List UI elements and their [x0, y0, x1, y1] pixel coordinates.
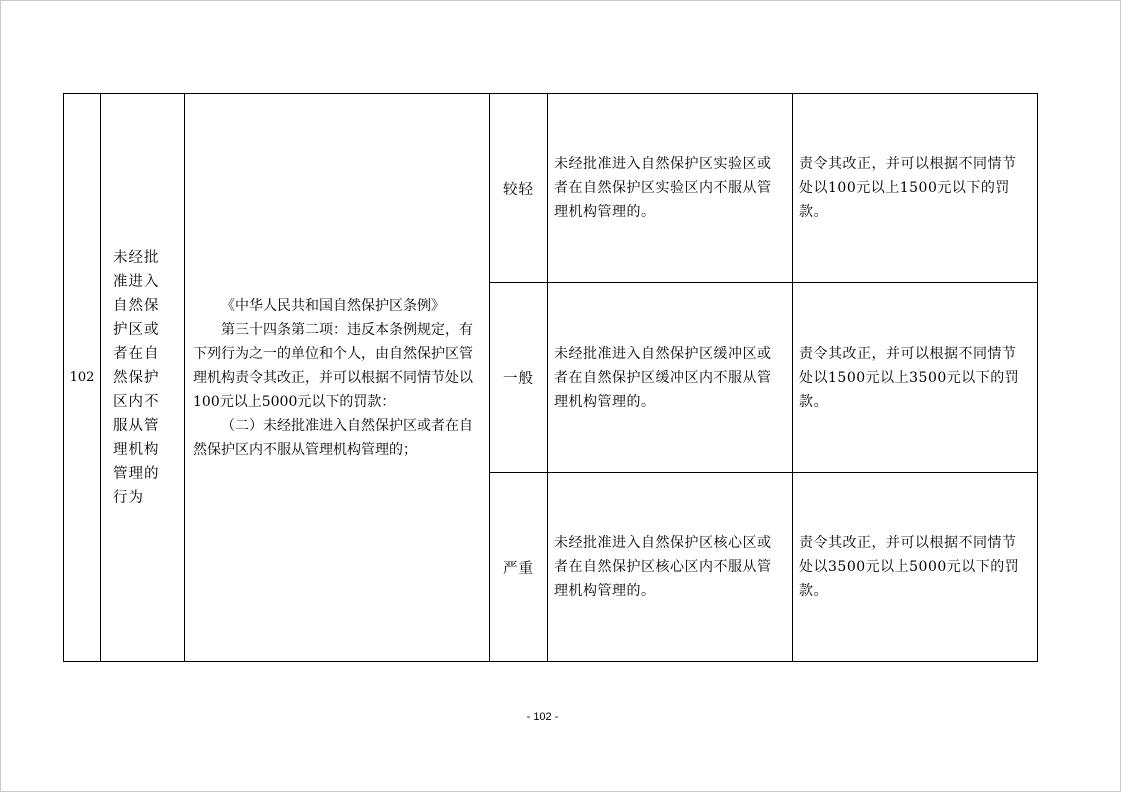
violation-circumstance: 未经批准进入自然保护区核心区或者在自然保护区核心区内不服从管理机构管理的。 [548, 473, 793, 662]
violation-behavior: 未经批准进入自然保护区或者在自然保护区内不服从管理机构管理的行为 [101, 94, 185, 662]
law-item: （二）未经批准进入自然保护区或者在自然保护区内不服从管理机构管理的； [193, 417, 473, 458]
severity-level: 严重 [490, 473, 548, 662]
severity-level: 较轻 [490, 94, 548, 283]
penalty-table [63, 93, 1038, 662]
violation-circumstance: 未经批准进入自然保护区缓冲区或者在自然保护区缓冲区内不服从管理机构管理的。 [548, 283, 793, 473]
row-number: 102 [64, 94, 101, 662]
legal-basis [185, 94, 490, 662]
penalty-standard: 责令其改正，并可以根据不同情节处以100元以上1500元以下的罚款。 [793, 94, 1038, 283]
law-article: 第三十四条第二项：违反本条例规定，有下列行为之一的单位和个人，由自然保护区管理机构责令其改正，并可以根据不同情节处以100元以上5000元以下的罚款： [193, 321, 473, 410]
penalty-standard: 责令其改正，并可以根据不同情节处以1500元以上3500元以下的罚款。 [793, 283, 1038, 473]
penalty-standard: 责令其改正，并可以根据不同情节处以3500元以上5000元以下的罚款。 [793, 473, 1038, 662]
severity-level: 一般 [490, 283, 548, 473]
violation-circumstance: 未经批准进入自然保护区实验区或者在自然保护区实验区内不服从管理机构管理的。 [548, 94, 793, 283]
law-title: 《中华人民共和国自然保护区条例》 [221, 297, 445, 314]
page-number: - 102 - [526, 711, 559, 723]
table-row [64, 94, 1038, 283]
